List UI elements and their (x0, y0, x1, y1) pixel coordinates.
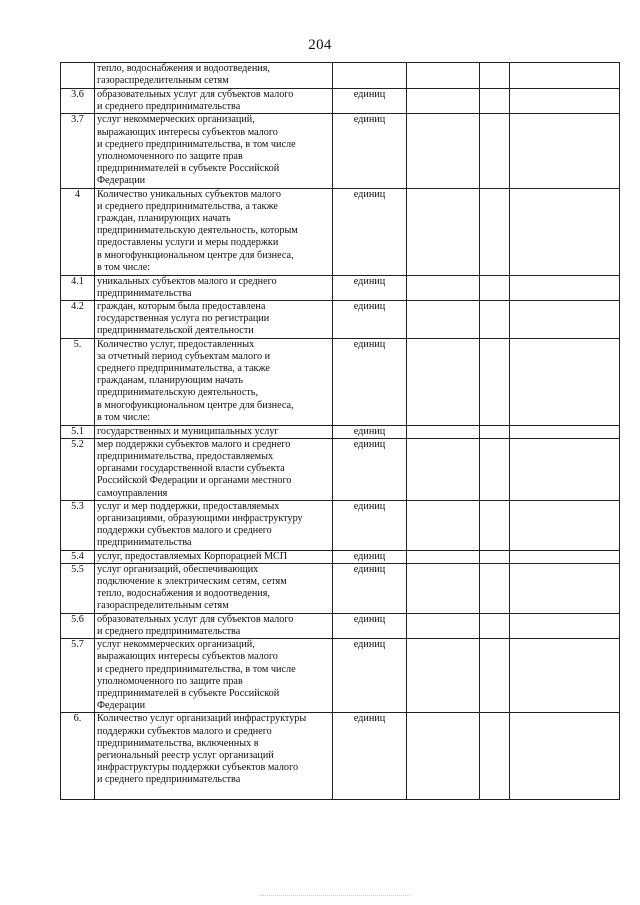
row-unit: единиц (333, 563, 407, 613)
value-cell-2 (480, 188, 510, 275)
table-row (61, 713, 620, 800)
row-unit: единиц (333, 275, 407, 300)
table-row (61, 438, 620, 500)
row-description-cell (95, 114, 333, 188)
row-unit: единиц (333, 114, 407, 188)
row-description: услуг некоммерческих организаций, выражающих интересы субъектов малого и среднего предпринимательства, в том числе уполномоченного по защите прав предпринимателей в субъекте Российской Федерации (97, 114, 296, 187)
value-cell-3 (510, 639, 620, 713)
value-cell-3 (510, 563, 620, 613)
table-row (61, 89, 620, 114)
row-description: услуг, предоставляемых Корпорацией МСП (97, 550, 288, 562)
value-cell-1 (407, 301, 480, 339)
row-number: 5.3 (61, 500, 95, 550)
value-cell-1 (407, 563, 480, 613)
value-cell-2 (480, 639, 510, 713)
row-unit: единиц (333, 188, 407, 275)
value-cell-2 (480, 425, 510, 438)
value-cell-3 (510, 338, 620, 425)
value-cell-2 (480, 275, 510, 300)
table-row (61, 338, 620, 425)
value-cell-3 (510, 188, 620, 275)
scan-artifact (260, 895, 410, 897)
value-cell-2 (480, 438, 510, 500)
page-number: 204 (308, 37, 332, 53)
row-description-cell (95, 275, 333, 300)
row-description-cell (95, 500, 333, 550)
table-row (61, 613, 620, 638)
row-number: 3.7 (61, 114, 95, 188)
value-cell-1 (407, 275, 480, 300)
value-cell-3 (510, 713, 620, 800)
row-description-cell (95, 438, 333, 500)
row-number: 6. (61, 713, 95, 800)
table-row (61, 563, 620, 613)
table-body (61, 63, 620, 800)
row-number: 5.5 (61, 563, 95, 613)
row-unit: единиц (333, 639, 407, 713)
table-row (61, 63, 620, 89)
value-cell-2 (480, 338, 510, 425)
row-description: Количество услуг организаций инфраструктуры поддержки субъектов малого и среднего предпринимательства, включенных в региональный реестр услуг организаций инфраструктуры поддержки субъектов малого и среднего предпринимательства (97, 713, 307, 786)
row-description-cell (95, 425, 333, 438)
row-description-cell (95, 563, 333, 613)
value-cell-3 (510, 550, 620, 563)
row-description-cell (95, 63, 333, 89)
value-cell-3 (510, 613, 620, 638)
value-cell-1 (407, 188, 480, 275)
row-number: 5.2 (61, 438, 95, 500)
row-unit: единиц (333, 438, 407, 500)
row-description: услуг некоммерческих организаций, выражающих интересы субъектов малого и среднего предпринимательства, в том числе уполномоченного по защите прав предпринимателей в субъекте Российской Федерации (97, 639, 296, 712)
value-cell-3 (510, 500, 620, 550)
value-cell-1 (407, 63, 480, 89)
value-cell-2 (480, 301, 510, 339)
row-number: 5. (61, 338, 95, 425)
row-description-cell (95, 639, 333, 713)
row-unit: единиц (333, 500, 407, 550)
value-cell-2 (480, 63, 510, 89)
row-number (61, 63, 95, 89)
row-unit: единиц (333, 613, 407, 638)
row-description: государственных и муниципальных услуг (97, 425, 279, 437)
value-cell-3 (510, 275, 620, 300)
table-row (61, 301, 620, 339)
table-row (61, 500, 620, 550)
row-description-cell (95, 713, 333, 800)
value-cell-2 (480, 89, 510, 114)
row-number: 3.6 (61, 89, 95, 114)
report-table (60, 62, 620, 800)
row-number: 4.2 (61, 301, 95, 339)
row-unit: единиц (333, 301, 407, 339)
row-description: мер поддержки субъектов малого и среднего предпринимательства, предоставляемых органами государственной власти субъекта Российской Федерации и органами местного самоуправления (97, 438, 292, 499)
value-cell-2 (480, 563, 510, 613)
row-description: услуг и мер поддержки, предоставляемых организациями, образующими инфраструктуру поддержки субъектов малого и среднего предпринимательства (97, 500, 303, 549)
row-unit (333, 63, 407, 89)
row-number: 5.7 (61, 639, 95, 713)
row-unit: единиц (333, 713, 407, 800)
value-cell-3 (510, 438, 620, 500)
value-cell-2 (480, 550, 510, 563)
row-number: 5.4 (61, 550, 95, 563)
row-unit: единиц (333, 338, 407, 425)
table-row (61, 188, 620, 275)
table-row (61, 550, 620, 563)
row-number: 4.1 (61, 275, 95, 300)
value-cell-1 (407, 89, 480, 114)
row-description: Количество услуг, предоставленных за отчетный период субъектам малого и среднего предпринимательства, а также гражданам, планирующим начать предпринимательскую деятельность, в многофункциональном центре для бизнеса, в том числе: (97, 338, 294, 423)
row-unit: единиц (333, 425, 407, 438)
value-cell-1 (407, 550, 480, 563)
table-row (61, 275, 620, 300)
table-row (61, 639, 620, 713)
value-cell-1 (407, 425, 480, 438)
row-description: тепло, водоснабжения и водоотведения, газораспределительным сетям (97, 63, 270, 87)
table-row (61, 114, 620, 188)
row-description-cell (95, 550, 333, 563)
row-description-cell (95, 338, 333, 425)
value-cell-3 (510, 425, 620, 438)
value-cell-3 (510, 89, 620, 114)
row-number: 5.6 (61, 613, 95, 638)
row-description: уникальных субъектов малого и среднего предпринимательства (97, 275, 277, 299)
value-cell-2 (480, 613, 510, 638)
row-number: 4 (61, 188, 95, 275)
row-description-cell (95, 188, 333, 275)
value-cell-2 (480, 500, 510, 550)
row-description: услуг организаций, обеспечивающих подключение к электрическим сетям, сетям тепло, водоснабжения и водоотведения, газораспределительным сетям (97, 563, 287, 612)
row-description-cell (95, 301, 333, 339)
row-description: образовательных услуг для субъектов малого и среднего предпринимательства (97, 613, 294, 637)
row-number: 5.1 (61, 425, 95, 438)
row-unit: единиц (333, 89, 407, 114)
value-cell-3 (510, 63, 620, 89)
row-description: образовательных услуг для субъектов малого и среднего предпринимательства (97, 89, 294, 113)
value-cell-1 (407, 438, 480, 500)
value-cell-3 (510, 114, 620, 188)
row-description-cell (95, 89, 333, 114)
value-cell-2 (480, 114, 510, 188)
row-description: граждан, которым была предоставлена государственная услуга по регистрации предпринимательской деятельности (97, 301, 270, 337)
table-row (61, 425, 620, 438)
value-cell-1 (407, 338, 480, 425)
value-cell-1 (407, 114, 480, 188)
value-cell-1 (407, 713, 480, 800)
row-description-cell (95, 613, 333, 638)
value-cell-3 (510, 301, 620, 339)
row-unit: единиц (333, 550, 407, 563)
value-cell-1 (407, 500, 480, 550)
value-cell-1 (407, 639, 480, 713)
value-cell-1 (407, 613, 480, 638)
row-description: Количество уникальных субъектов малого и среднего предпринимательства, а также граждан, планирующих начать предпринимательскую деятельность, которым предоставлены услуги и меры поддержки в многофункциональном центре для бизнеса, в том числе: (97, 188, 298, 273)
value-cell-2 (480, 713, 510, 800)
